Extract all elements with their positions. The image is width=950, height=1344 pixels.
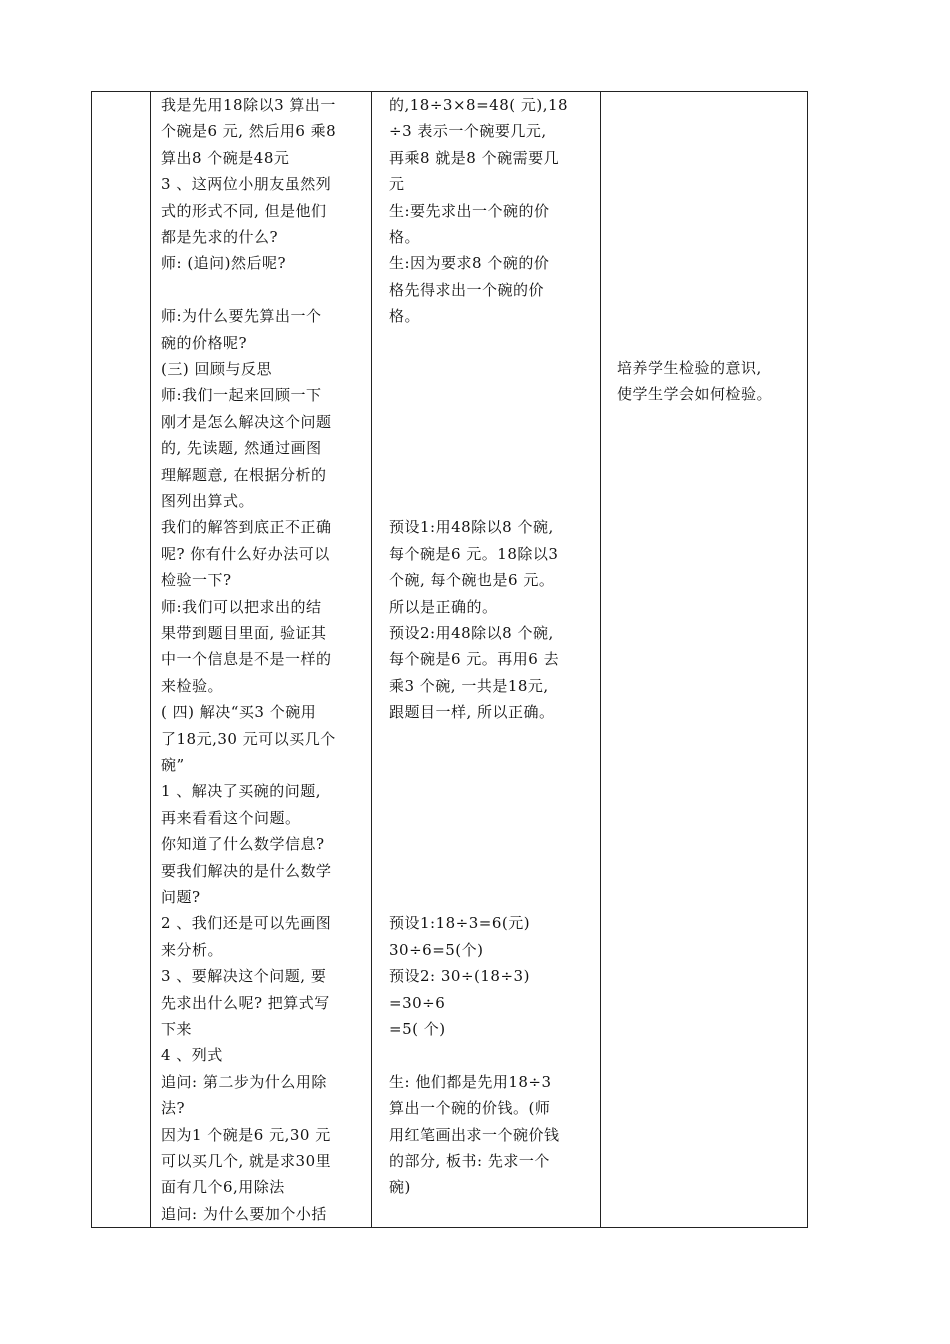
col2-text-line: 问题? [161,888,201,906]
col2-text-line: 果带到题目里面, 验证其 [161,624,327,642]
col2-text-line: 刚才是怎么解决这个问题 [161,412,332,431]
col3-text-line: ÷3 表示一个碗要几元, [389,122,547,141]
col2-text-line: 1 、解决了买碗的问题, [161,782,322,801]
col2-text-line: 的, 先读题, 然通过画图 [161,439,322,458]
col2-text-line: 追问: 为什么要加个小括 [161,1204,327,1223]
col2-text-line: 可以买几个, 就是求30里 [161,1152,332,1170]
col3-text-line: 格先得求出一个碗的价 [389,280,545,299]
col2-text-line: 3 、这两位小朋友虽然列 [161,175,332,194]
col3-text-line: =5( 个) [389,1020,446,1038]
col2-text-line: 3 、要解决这个问题, 要 [161,967,327,986]
col2-text-line: 来分析。 [161,940,224,959]
teaching-process-cell [161,92,371,1227]
col3-text-line: 预设2: 30÷(18÷3) [389,967,530,986]
col2-text-line: 我们的解答到底正不正确 [161,518,332,537]
col2-text-line: 理解题意, 在根据分析的 [161,465,327,484]
col3-text-line: 碗) [389,1178,411,1197]
lesson-plan-table [91,91,808,1228]
col2-text-line: 都是先求的什么? [161,228,279,246]
col2-text-line: 算出8 个碗是48元 [161,148,290,167]
col2-text-line: 法? [161,1099,186,1118]
col2-text-line: 2 、我们还是可以先画图 [161,914,332,933]
col3-text-line: 元 [389,175,405,194]
column-divider-3 [600,92,601,1227]
column-divider-1 [150,92,151,1227]
col3-text-line: 预设2:用48除以8 个碗, [389,624,554,642]
col3-text-line: 的,18÷3×8=48( 元),18 [389,96,569,114]
col3-text-line: 乘3 个碗, 一共是18元, [389,676,549,695]
col2-text-line: 再来看看这个问题。 [161,808,301,827]
col4-text-line: 使学生学会如何检验。 [617,385,773,404]
col3-text-line: 格。 [389,228,421,246]
col2-text-line: 碗的价格呢? [161,333,248,352]
col2-text-line: 因为1 个碗是6 元,30 元 [161,1125,331,1144]
col2-text-line: 检验一下? [161,571,232,590]
col2-text-line: 师:我们一起来回顾一下 [161,386,322,405]
table-cell-empty [92,92,150,1227]
col2-text-line: 师:为什么要先算出一个 [161,307,322,326]
col3-text-line: 预设1:18÷3=6(元) [389,914,531,933]
col2-text-line: 呢? 你有什么好办法可以 [161,544,330,563]
col3-text-line: 预设1:用48除以8 个碗, [389,518,554,537]
col3-text-line: 生: 他们都是先用18÷3 [389,1072,552,1091]
col2-text-line: 追问: 第二步为什么用除 [161,1072,327,1091]
col2-text-line: 下来 [161,1020,193,1038]
column-divider-2 [371,92,372,1227]
col2-text-line: ( 四) 解决“买3 个碗用 [161,703,317,722]
col3-text-line: 算出一个碗的价钱。(师 [389,1099,551,1118]
col2-text-line: 你知道了什么数学信息? [161,835,325,854]
col2-text-line: 式的形式不同, 但是他们 [161,201,327,220]
col2-text-line: 我是先用18除以3 算出一 [161,96,336,114]
col2-text-line: 师: (追问)然后呢? [161,254,287,273]
col2-text-line: 了18元,30 元可以买几个 [161,729,336,748]
col3-text-line: 每个碗是6 元。18除以3 [389,544,559,563]
col3-text-line: 再乘8 就是8 个碗需要几 [389,148,560,167]
col3-text-line: 生:要先求出一个碗的价 [389,201,550,220]
col2-text-line: 师:我们可以把求出的结 [161,597,322,616]
design-intent-cell [617,92,807,1227]
col3-text-line: 的部分, 板书: 先求一个 [389,1152,550,1170]
col3-text-line: 所以是正确的。 [389,597,498,616]
student-activity-cell [389,92,599,1227]
col2-text-line: 个碗是6 元, 然后用6 乘8 [161,122,337,141]
col2-text-line: 先求出什么呢? 把算式写 [161,993,330,1012]
col3-text-line: =30÷6 [389,993,446,1012]
col3-text-line: 每个碗是6 元。再用6 去 [389,650,560,669]
col3-text-line: 30÷6=5(个) [389,940,484,959]
col3-text-line: 格。 [389,307,421,326]
col2-text-line: 要我们解决的是什么数学 [161,861,332,880]
col2-text-line: 4 、列式 [161,1046,223,1065]
col3-text-line: 个碗, 每个碗也是6 元。 [389,571,555,590]
col2-text-line: 图列出算式。 [161,492,255,510]
col2-text-line: (三) 回顾与反思 [161,360,272,378]
col2-text-line: 碗” [161,756,185,774]
col2-text-line: 中一个信息是不是一样的 [161,650,332,669]
col3-text-line: 跟题目一样, 所以正确。 [389,703,555,722]
col2-text-line: 来检验。 [161,676,224,695]
col3-text-line: 用红笔画出求一个碗价钱 [389,1125,560,1144]
col4-text-line: 培养学生检验的意识, [617,359,762,377]
col3-text-line: 生:因为要求8 个碗的价 [389,254,550,273]
col2-text-line: 面有几个6,用除法 [161,1178,285,1197]
